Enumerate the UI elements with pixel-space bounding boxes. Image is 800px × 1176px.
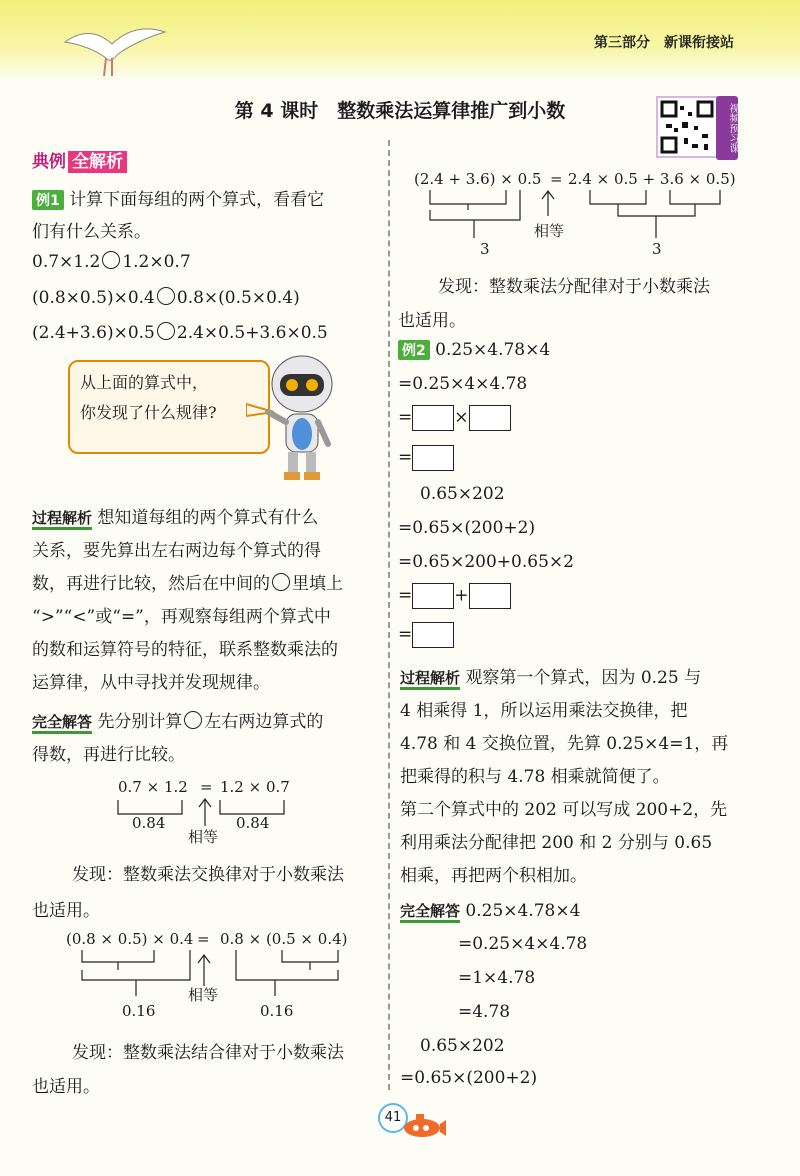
speech-bubble	[68, 360, 270, 454]
ex2-line-7: =0.65×200+0.65×2	[398, 552, 574, 572]
d3-mid-label: 相等	[534, 222, 565, 240]
answer-text: 0.25×4.78×4	[465, 901, 581, 921]
analysis-line	[32, 502, 377, 535]
analysis-text: 想知道每组的两个算式有什么	[97, 508, 319, 528]
ex1-row-3	[32, 322, 328, 343]
d1-right-value: 0.84	[236, 814, 270, 832]
ex1-answer	[32, 706, 377, 772]
d3-right-value: 3	[652, 240, 662, 258]
finding-3a: 发现：整数乘法分配律对于小数乘法	[438, 277, 710, 297]
ex2-line-6: =0.65×(200+2)	[398, 518, 536, 538]
robot-icon	[262, 350, 342, 485]
ex1-analysis	[32, 502, 377, 700]
column-divider	[388, 140, 390, 1090]
analysis-line: 利用乘法分配律把 200 和 2 分别与 0.65	[400, 833, 713, 853]
compare-circle[interactable]	[102, 251, 120, 269]
finding-3b: 也适用。	[398, 311, 466, 331]
answer-box[interactable]	[412, 445, 454, 471]
bubble-line: 你发现了什么规律?	[80, 403, 217, 422]
ex2-expr: 0.25×4.78×4	[435, 340, 551, 360]
section-label: 第三部分	[594, 35, 650, 51]
ex2-line-5: 0.65×202	[420, 484, 505, 504]
ex1-expr: (0.8×0.5)×0.4	[32, 288, 155, 308]
compare-circle	[272, 573, 290, 591]
ex1-row-1	[32, 251, 191, 272]
ex1-row-2	[32, 287, 300, 308]
ex1-expr: (2.4+3.6)×0.5	[32, 323, 155, 343]
answer-tag: 完全解答	[400, 902, 460, 923]
ex1-expr: 0.7×1.2	[32, 252, 101, 272]
finding-2a: 发现：整数乘法结合律对于小数乘法	[72, 1043, 344, 1063]
qr-label: 视频预习课	[716, 96, 738, 160]
seagull-icon	[60, 14, 170, 84]
d3-eq: =	[550, 170, 563, 188]
ex2-line-4	[398, 445, 454, 471]
ex2-answer-2: =0.25×4×4.78	[458, 934, 588, 954]
ex2-line-9	[398, 622, 454, 648]
bubble-line: 从上面的算式中，	[80, 373, 209, 392]
answer-text: 先分别计算	[97, 712, 183, 732]
ex2-answer-1	[400, 900, 580, 921]
ex2-analysis	[400, 662, 760, 893]
d2-right: 0.8 × (0.5 × 0.4)	[220, 930, 348, 948]
analysis-line	[32, 568, 377, 601]
ex2-answer-3: =1×4.78	[458, 968, 536, 988]
d2-mid-label: 相等	[188, 986, 219, 1004]
analysis-line: “>”“<”或“=”，再观察每组两个算式中	[32, 607, 331, 627]
d1-eq: =	[200, 778, 213, 796]
answer-box[interactable]	[412, 622, 454, 648]
answer-line: 得数，再进行比较。	[32, 745, 185, 765]
analysis-line: 把乘得的积与 4.78 相乘就简便了。	[400, 767, 670, 787]
analysis-line	[400, 662, 760, 695]
ex1-expr: 2.4×0.5+3.6×0.5	[176, 323, 328, 343]
d3-right: 2.4 × 0.5 + 3.6 × 0.5)	[568, 170, 736, 188]
d2-left-value: 0.16	[122, 1002, 156, 1020]
ex1-expr: 1.2×0.7	[122, 252, 191, 272]
answer-box[interactable]	[469, 405, 511, 431]
page-title: 第 4 课时 整数乘法运算律推广到小数	[234, 100, 566, 122]
finding-1b: 也适用。	[32, 901, 100, 921]
analysis-text: 里填上	[292, 574, 343, 594]
compare-circle	[184, 711, 202, 729]
ex2-answer-6: =0.65×(200+2)	[400, 1068, 538, 1088]
section-header	[580, 32, 734, 52]
eq-sign: =	[398, 407, 413, 428]
analysis-line: 4.78 和 4 交换位置，先算 0.25×4=1，再	[400, 734, 729, 754]
analysis-text: 数，再进行比较，然后在中间的	[32, 574, 270, 594]
analysis-text: 观察第一个算式，因为 0.25 与	[465, 668, 702, 688]
d3-left-value: 3	[480, 240, 490, 258]
ex2-answer-4: =4.78	[458, 1002, 511, 1022]
times-sign: ×	[454, 407, 469, 428]
d1-left: 0.7 × 1.2	[118, 778, 188, 796]
ex2-line-3	[398, 405, 511, 431]
eq-sign: =	[398, 624, 413, 645]
section-badge	[32, 147, 127, 172]
eq-sign: =	[398, 447, 413, 468]
ex2-line-2: =0.25×4×4.78	[398, 374, 528, 394]
analysis-line: 第二个算式中的 202 可以写成 200+2，先	[400, 800, 728, 820]
ex2-line-8	[398, 583, 511, 609]
d3-left: (2.4 + 3.6) × 0.5	[414, 170, 542, 188]
d1-right: 1.2 × 0.7	[220, 778, 290, 796]
answer-box[interactable]	[412, 405, 454, 431]
analysis-line: 相乘，再把两个积相加。	[400, 866, 587, 886]
eq-sign: =	[398, 585, 413, 606]
answer-text: 左右两边算式的	[204, 712, 324, 732]
analysis-line: 关系，要先算出左右两边每个算式的得	[32, 541, 321, 561]
compare-circle[interactable]	[157, 287, 175, 305]
analysis-line: 的数和运算符号的特征，联系整数乘法的	[32, 640, 338, 660]
submarine-icon	[400, 1110, 448, 1140]
badge-part2: 全解析	[68, 151, 127, 173]
subsection-label: 新课衔接站	[664, 35, 734, 51]
badge-part1: 典例	[32, 152, 66, 172]
finding-1a: 发现：整数乘法交换律对于小数乘法	[72, 865, 344, 885]
analysis-tag: 过程解析	[32, 509, 92, 530]
d2-left: (0.8 × 0.5) × 0.4	[66, 930, 194, 948]
ex1-tag: 例1	[32, 190, 64, 210]
d2-right-value: 0.16	[260, 1002, 294, 1020]
d3-brackets	[420, 186, 730, 246]
ex1-expr: 0.8×(0.5×0.4)	[176, 288, 300, 308]
ex1-prompt-text: 计算下面每组的两个算式，看看它	[69, 190, 325, 210]
d1-left-value: 0.84	[132, 814, 166, 832]
qr-code-icon	[658, 98, 716, 156]
ex2-line-1	[398, 340, 550, 360]
compare-circle[interactable]	[157, 322, 175, 340]
plus-sign: +	[454, 585, 469, 606]
ex2-answer-5: 0.65×202	[420, 1036, 505, 1056]
ex1-prompt-1	[32, 185, 324, 210]
ex2-tag: 例2	[398, 340, 430, 360]
answer-box[interactable]	[412, 583, 454, 609]
answer-box[interactable]	[469, 583, 511, 609]
analysis-line: 运算律，从中寻找并发现规律。	[32, 673, 270, 693]
qr-code[interactable]	[656, 96, 718, 158]
answer-line	[32, 706, 377, 739]
ex1-prompt-2: 们有什么关系。	[32, 222, 151, 242]
d2-eq: =	[197, 930, 210, 948]
page-number: 41	[378, 1103, 408, 1133]
d1-mid-label: 相等	[188, 828, 219, 846]
analysis-tag: 过程解析	[400, 669, 460, 690]
finding-2b: 也适用。	[32, 1077, 100, 1097]
answer-tag: 完全解答	[32, 713, 92, 734]
analysis-line: 4 相乘得 1，所以运用乘法交换律，把	[400, 701, 688, 721]
